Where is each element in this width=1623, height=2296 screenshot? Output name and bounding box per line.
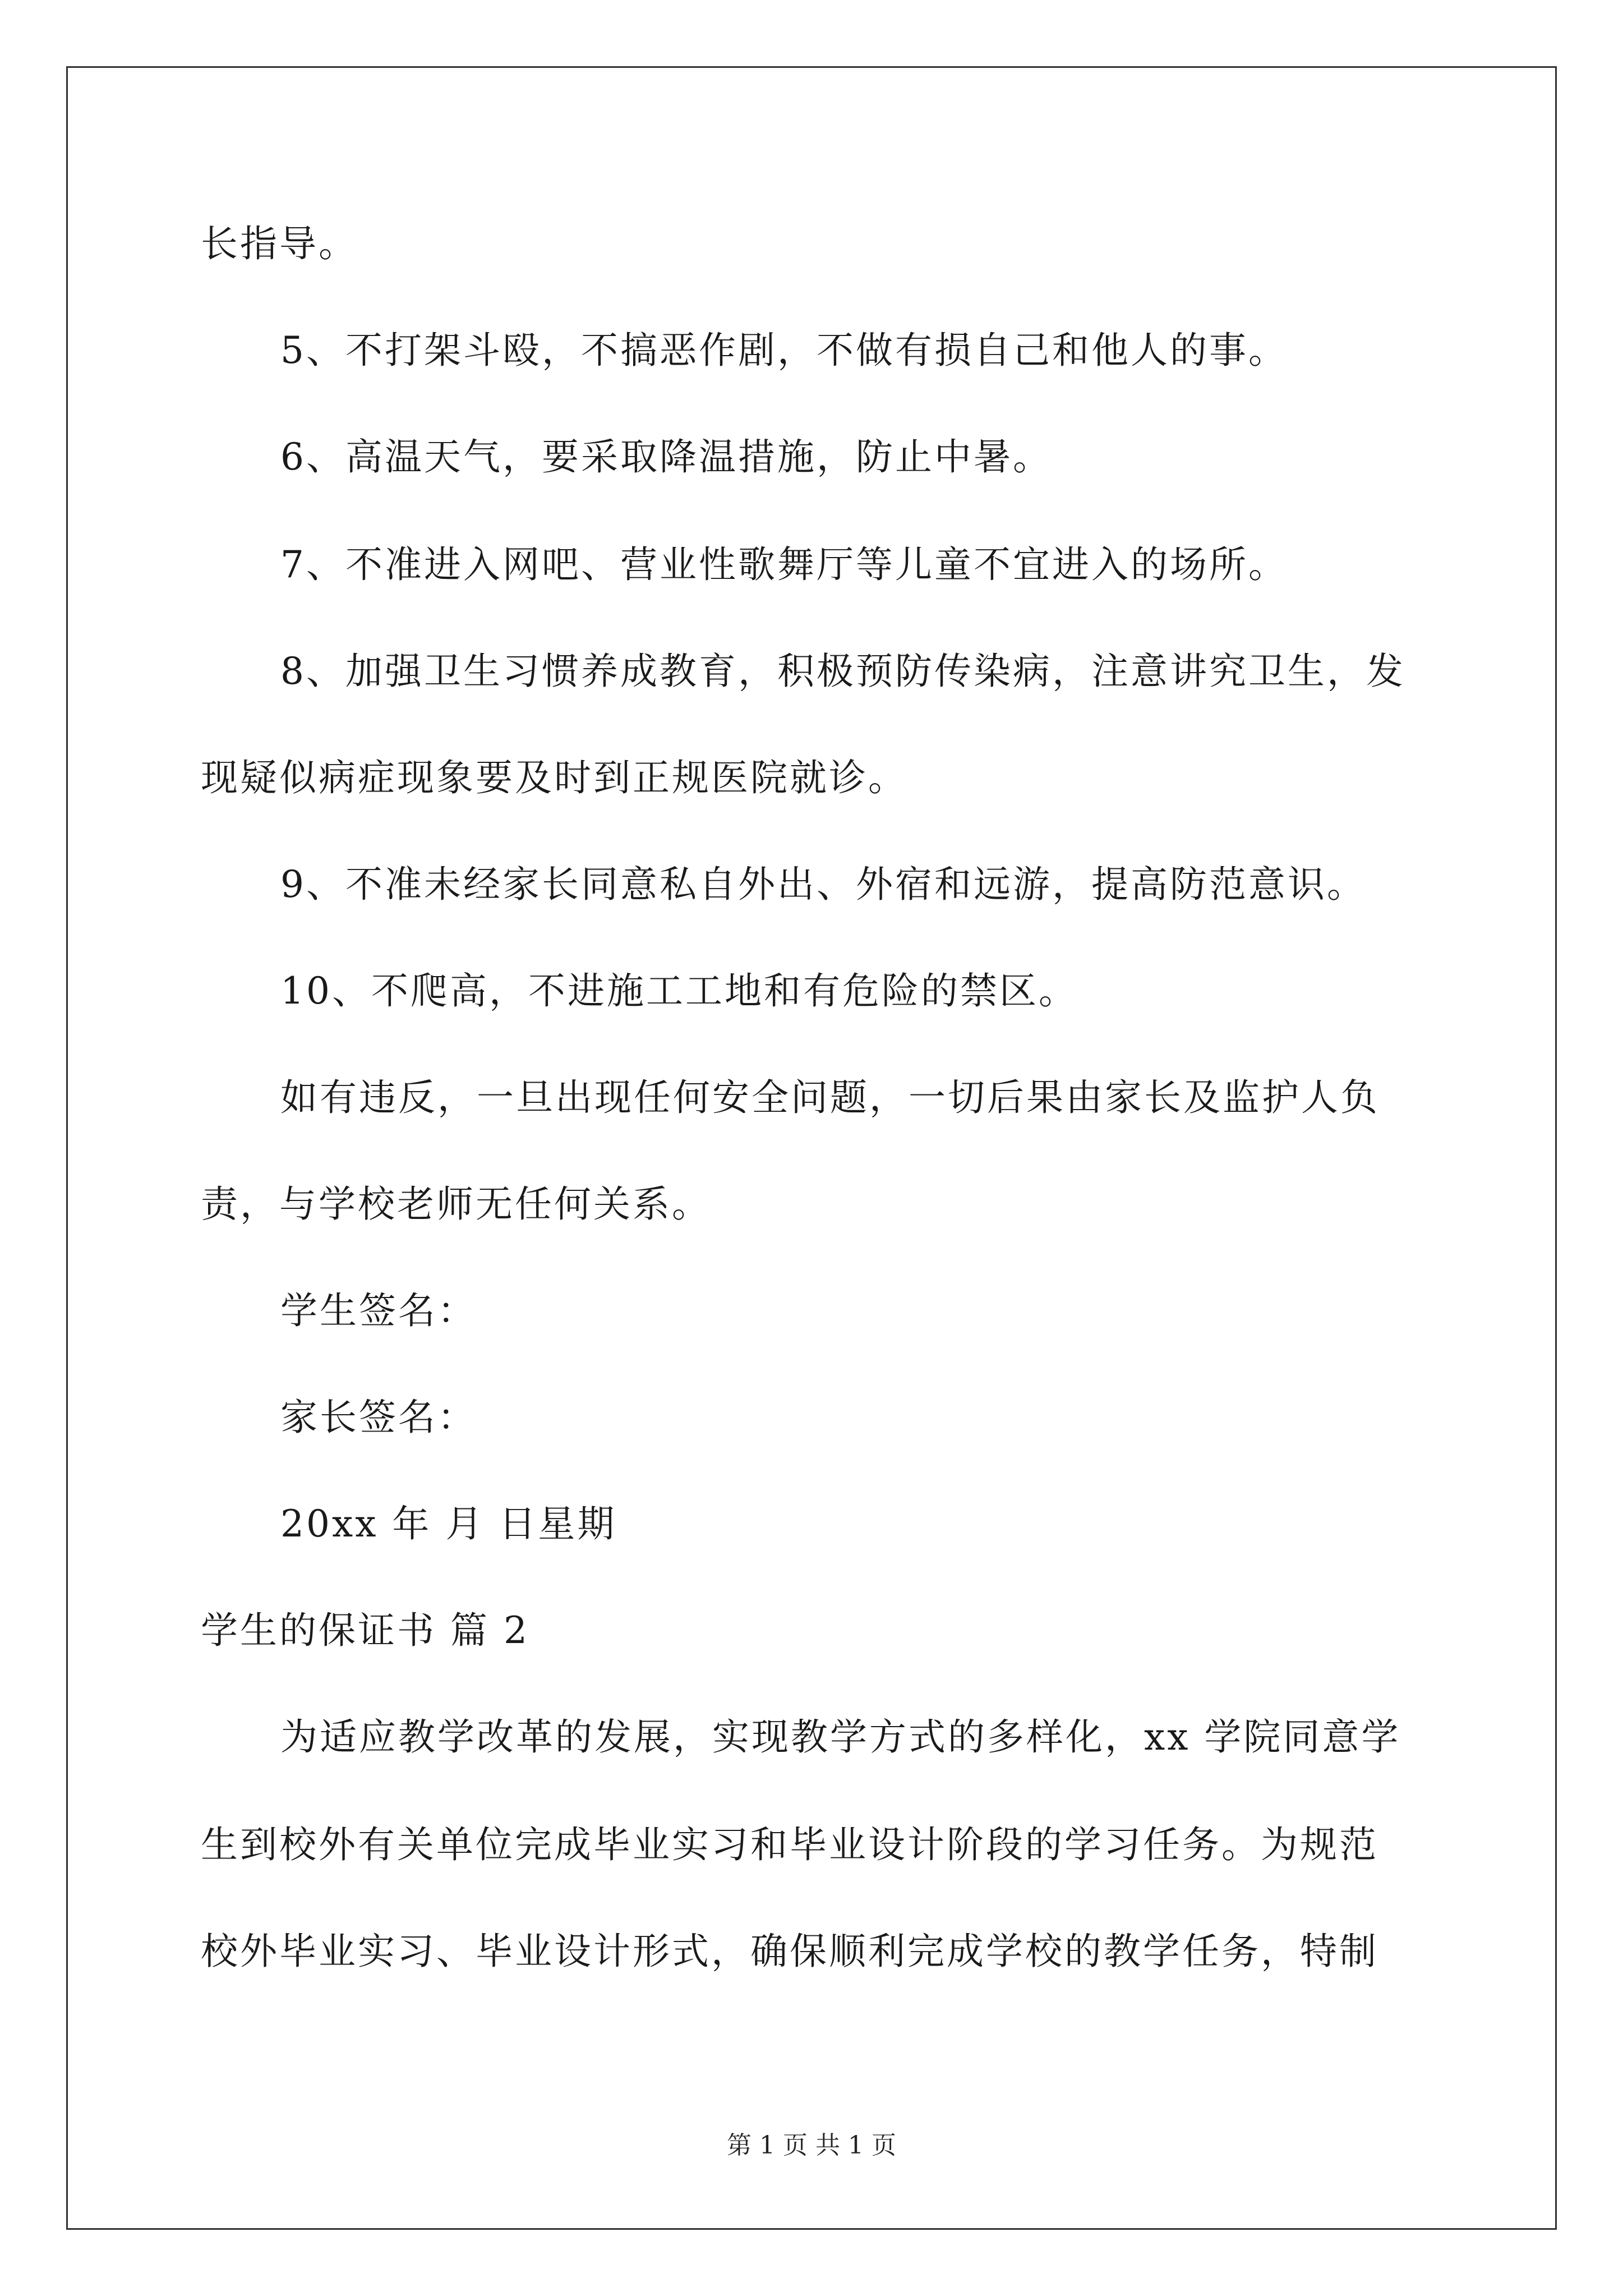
signature-line-student: 学生签名： (280, 1289, 477, 1332)
text-line: 9、不准未经家长同意私自外出、外宿和远游，提高防范意识。 (280, 863, 1366, 906)
signature-line-parent: 家长签名： (280, 1396, 477, 1439)
date-line: 20xx 年 月 日星期 (280, 1502, 617, 1545)
text-line: 5、不打架斗殴，不搞恶作剧，不做有损自己和他人的事。 (280, 329, 1288, 372)
text-line: 7、不准进入网吧、营业性歌舞厅等儿童不宜进入的场所。 (280, 543, 1288, 586)
text-line: 8、加强卫生习惯养成教育，积极预防传染病，注意讲究卫生，发 (280, 650, 1405, 693)
text-line: 10、不爬高，不进施工工地和有危险的禁区。 (280, 969, 1078, 1013)
text-line: 生到校外有关单位完成毕业实习和毕业设计阶段的学习任务。为规范 (201, 1823, 1378, 1866)
text-line: 6、高温天气，要采取降温措施，防止中暑。 (280, 435, 1052, 478)
text-line: 长指导。 (201, 222, 358, 265)
text-line: 责，与学校老师无任何关系。 (201, 1182, 711, 1226)
text-line: 现疑似病症现象要及时到正规医院就诊。 (201, 756, 907, 799)
text-line: 校外毕业实习、毕业设计形式，确保顺利完成学校的教学任务，特制 (201, 1930, 1378, 1973)
page-footer: 第 1 页 共 1 页 (727, 2131, 896, 2160)
section-heading: 学生的保证书 篇 2 (201, 1609, 529, 1652)
text-line: 为适应教学改革的发展，实现教学方式的多样化，xx 学院同意学 (280, 1715, 1401, 1759)
page-border (66, 66, 1557, 2230)
text-line: 如有违反，一旦出现任何安全问题，一切后果由家长及监护人负 (280, 1076, 1380, 1119)
